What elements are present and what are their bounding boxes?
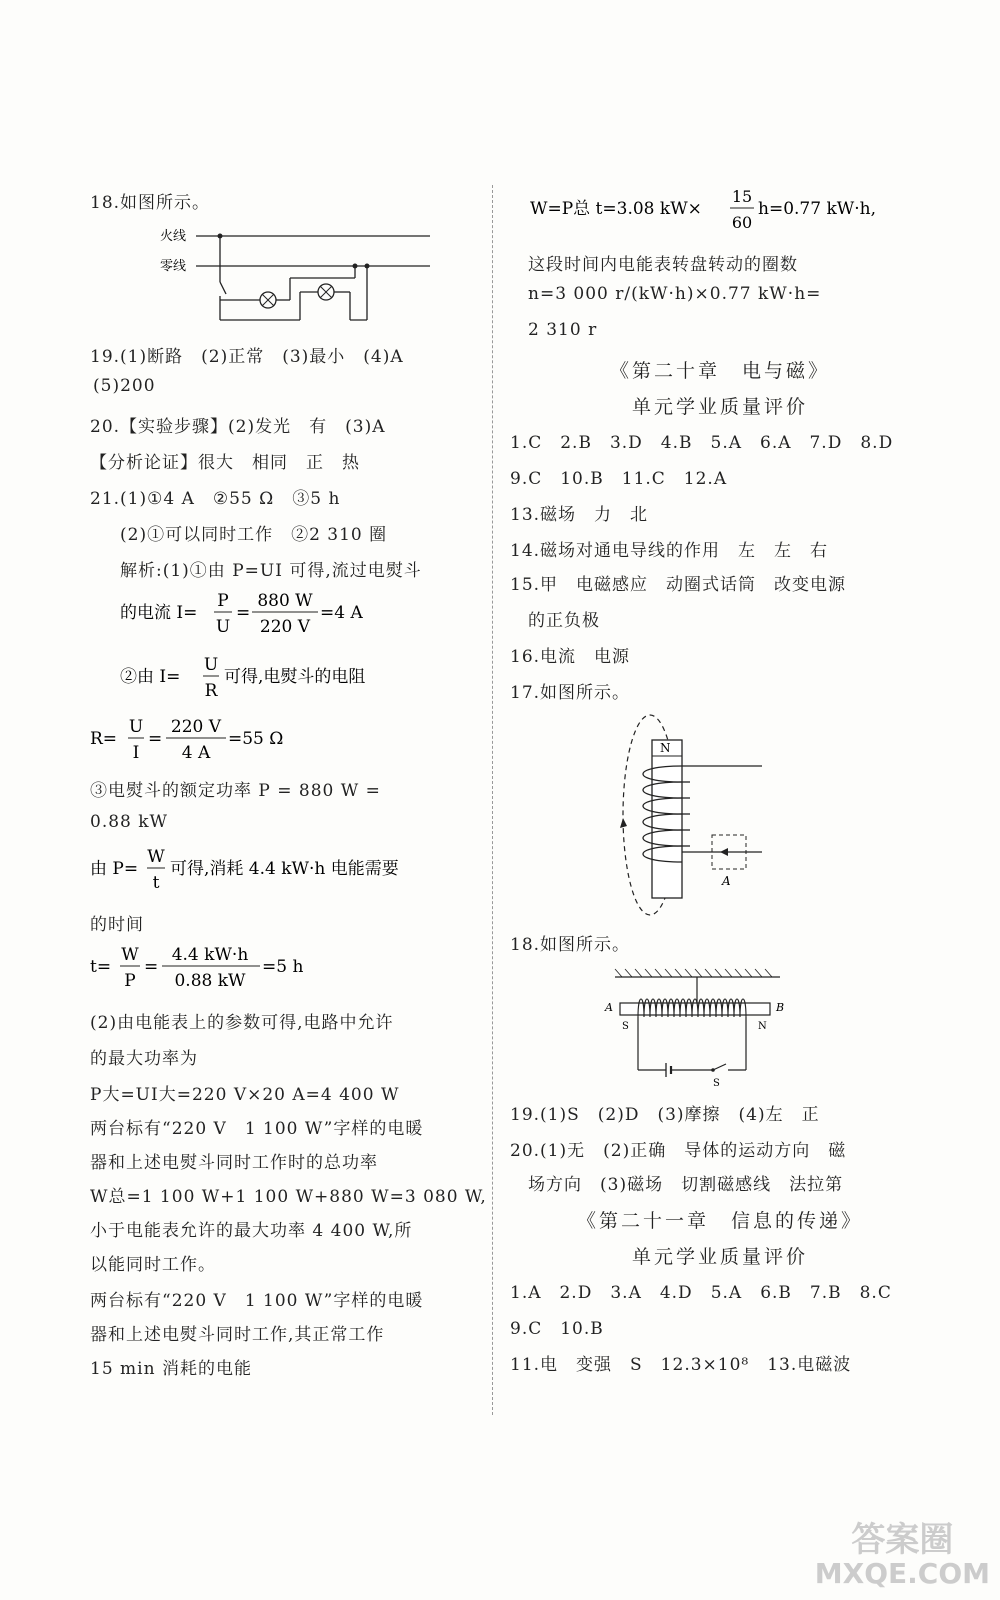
svg-text:U: U	[203, 655, 219, 675]
svg-text:I: I	[132, 743, 140, 763]
chapter20-subtitle: 单元学业质量评价	[631, 396, 808, 418]
analysis-12: P大=UI大=220 V×20 A=4 400 W	[90, 1085, 400, 1105]
svg-text:P: P	[124, 971, 136, 991]
ch20-q15-line1: 15.甲 电磁感应 动圈式话筒 改变电源	[510, 575, 847, 595]
svg-text:0.88 kW: 0.88 kW	[174, 971, 246, 991]
svg-text:60: 60	[731, 213, 753, 232]
svg-text:=: =	[144, 957, 159, 977]
analysis-17: 以能同时工作。	[90, 1255, 216, 1275]
formula-energy	[530, 180, 930, 236]
svg-text:t=: t=	[90, 957, 112, 977]
ch20-q18: 18.如图所示。	[510, 935, 631, 955]
analysis-15: W总=1 100 W+1 100 W+880 W=3 080 W,	[90, 1187, 487, 1207]
end-a-label: A	[605, 1001, 613, 1014]
analysis-1: 解析:(1)①由 P=UI 可得,流过电熨斗	[120, 561, 422, 581]
svg-text:由 P=: 由 P=	[90, 859, 139, 879]
svg-text:W: W	[147, 847, 165, 867]
svg-text:=55 Ω: =55 Ω	[228, 729, 284, 749]
svg-text:880 W: 880 W	[257, 591, 313, 611]
formula-resistance-text	[120, 648, 470, 704]
ch20-q20-line2: 场方向 (3)磁场 切割磁感线 法拉第	[528, 1175, 844, 1195]
q19-line1: 19.(1)断路 (2)正常 (3)最小 (4)A	[90, 347, 404, 367]
svg-text:=: =	[236, 603, 251, 623]
south-pole-label: S	[622, 1021, 629, 1032]
column-divider	[492, 185, 493, 1415]
analysis-16: 小于电能表允许的最大功率 4 400 W,所	[90, 1221, 413, 1241]
analysis-5: ③电熨斗的额定功率 P = 880 W =	[90, 781, 381, 801]
svg-text:220 V: 220 V	[170, 717, 222, 737]
point-a-label: A	[722, 874, 731, 888]
q20-line1: 20.【实验步骤】(2)发光 有 (3)A	[90, 417, 386, 437]
neutral-wire-label: 零线	[160, 259, 187, 274]
formula-time	[90, 938, 440, 994]
chapter21-title: 《第二十一章 信息的传递》	[576, 1210, 863, 1232]
electromagnet-diagram-18	[600, 965, 800, 1090]
svg-text:W=P总 t=3.08 kW×: W=P总 t=3.08 kW×	[530, 199, 702, 219]
q18-text: 18.如图所示。	[90, 193, 211, 213]
north-pole-label-18: N	[758, 1021, 767, 1032]
svg-text:=4 A: =4 A	[320, 603, 363, 623]
svg-text:h=0.77 kW·h,: h=0.77 kW·h,	[758, 199, 876, 219]
svg-text:②由 I=: ②由 I=	[120, 667, 181, 687]
revolutions-formula: n=3 000 r/(kW·h)×0.77 kW·h=	[528, 284, 822, 304]
electromagnet-diagram-17	[610, 710, 790, 925]
q21-line2: (2)①可以同时工作 ②2 310 圈	[120, 525, 388, 545]
ch20-answers-2: 9.C 10.B 11.C 12.A	[510, 469, 728, 489]
ch20-q17: 17.如图所示。	[510, 683, 631, 703]
svg-text:U: U	[128, 717, 144, 737]
q19-line2: (5)200	[93, 376, 156, 396]
end-b-label: B	[776, 1001, 785, 1014]
svg-text:的电流 I=: 的电流 I=	[120, 603, 198, 623]
chapter20-title: 《第二十章 电与磁》	[609, 360, 830, 382]
analysis-10: (2)由电能表上的参数可得,电路中允许	[90, 1013, 394, 1033]
ch21-answers-1: 1.A 2.D 3.A 4.D 5.A 6.B 7.B 8.C	[510, 1283, 892, 1303]
svg-text:R: R	[204, 681, 218, 701]
svg-text:U: U	[215, 617, 231, 637]
svg-text:=5 h: =5 h	[262, 957, 304, 977]
svg-text:15: 15	[731, 187, 753, 206]
ch21-answers-2: 9.C 10.B	[510, 1319, 604, 1339]
formula-time-text	[90, 840, 470, 896]
ch20-q13: 13.磁场 力 北	[510, 505, 649, 525]
analysis-11: 的最大功率为	[90, 1049, 198, 1069]
svg-text:t: t	[152, 873, 160, 893]
ch20-q19: 19.(1)S (2)D (3)摩擦 (4)左 正	[510, 1105, 820, 1125]
circuit-diagram-18	[160, 222, 440, 332]
svg-text:R=: R=	[90, 729, 118, 749]
svg-text:可得,消耗 4.4 kW·h 电能需要: 可得,消耗 4.4 kW·h 电能需要	[170, 859, 399, 879]
svg-text:可得,电熨斗的电阻: 可得,电熨斗的电阻	[224, 667, 366, 687]
q20-line2: 【分析论证】很大 相同 正 热	[90, 453, 360, 473]
q21-line1: 21.(1)①4 A ②55 Ω ③5 h	[90, 489, 341, 509]
ch20-q20-line1: 20.(1)无 (2)正确 导体的运动方向 磁	[510, 1141, 847, 1161]
analysis-20: 15 min 消耗的电能	[90, 1359, 252, 1379]
ch20-q16: 16.电流 电源	[510, 647, 631, 667]
analysis-13: 两台标有“220 V 1 100 W”字样的电暖	[90, 1119, 424, 1139]
switch-label: S	[713, 1078, 720, 1089]
ch21-q11-13: 11.电 变强 S 12.3×10⁸ 13.电磁波	[510, 1355, 852, 1375]
ch20-q15-line2: 的正负极	[528, 611, 600, 631]
formula-current	[120, 584, 470, 640]
ch20-answers-1: 1.C 2.B 3.D 4.B 5.A 6.A 7.D 8.D	[510, 433, 894, 453]
revolutions-result: 2 310 r	[528, 320, 598, 340]
svg-text:W: W	[121, 945, 139, 965]
analysis-8: 的时间	[90, 915, 144, 935]
svg-text:=: =	[148, 729, 163, 749]
svg-text:P: P	[217, 591, 229, 611]
analysis-14: 器和上述电熨斗同时工作时的总功率	[90, 1153, 378, 1173]
analysis-18: 两台标有“220 V 1 100 W”字样的电暖	[90, 1291, 424, 1311]
revolutions-text: 这段时间内电能表转盘转动的圈数	[528, 255, 798, 275]
north-pole-label: N	[660, 741, 671, 755]
watermark-logo: 答案圈 MXQE.COM	[814, 1519, 990, 1591]
chapter21-subtitle: 单元学业质量评价	[631, 1246, 808, 1268]
ch20-q14: 14.磁场对通电导线的作用 左 左 右	[510, 541, 829, 561]
hot-wire-label: 火线	[160, 229, 187, 244]
svg-text:4.4 kW·h: 4.4 kW·h	[171, 945, 249, 965]
svg-text:4 A: 4 A	[181, 743, 211, 763]
svg-text:220 V: 220 V	[259, 617, 311, 637]
analysis-6: 0.88 kW	[90, 812, 169, 832]
analysis-19: 器和上述电熨斗同时工作,其正常工作	[90, 1325, 385, 1345]
formula-resistance	[90, 710, 440, 766]
